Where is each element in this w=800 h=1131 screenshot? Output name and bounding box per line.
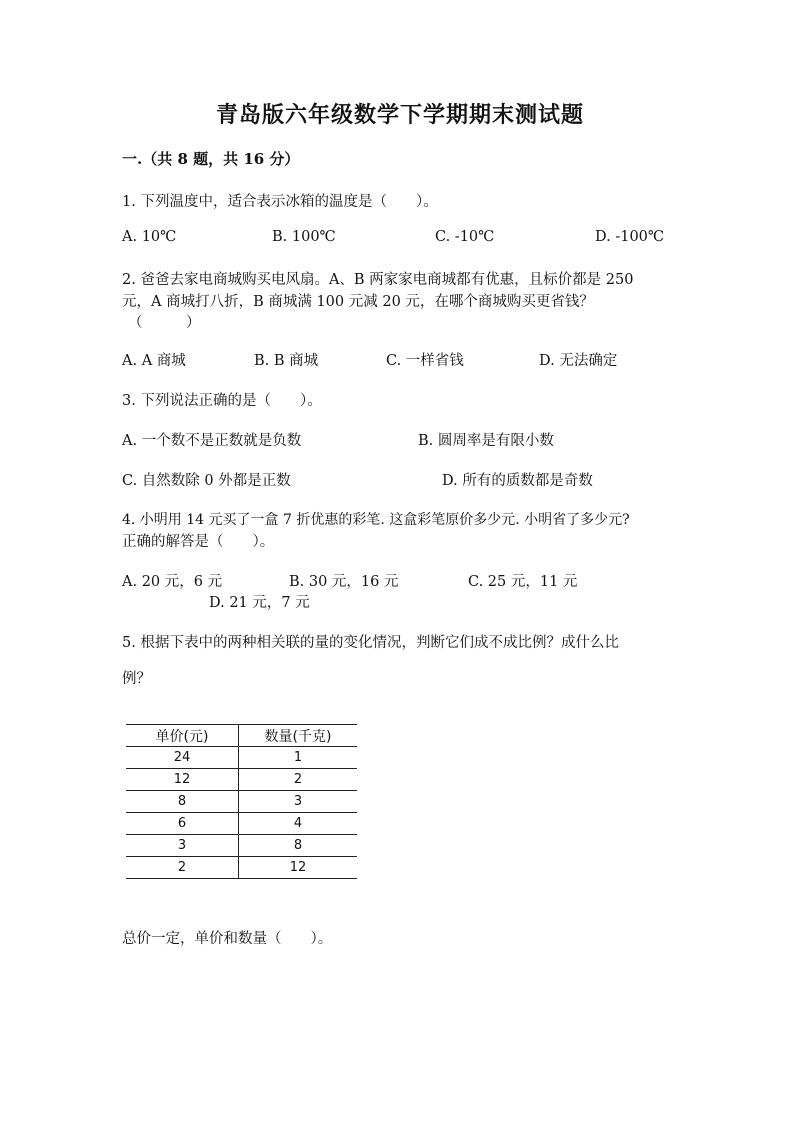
page-title: 青岛版六年级数学下学期期末测试题 xyxy=(215,102,584,128)
table-header-unit-price: 单价(元) xyxy=(126,725,239,747)
question-5-line-1: 5. 根据下表中的两种相关联的量的变化情况，判断它们成不成比例？成什么比 xyxy=(122,635,619,651)
q4-option-c: C. 25 元，11 元 xyxy=(468,574,578,590)
question-4-line-1: 4. 小明用 14 元买了一盒 7 折优惠的彩笔. 这盒彩笔原价多少元. 小明省了多少元? xyxy=(122,512,630,528)
table-row xyxy=(126,747,357,769)
q3-option-c: C. 自然数除 0 外都是正数 xyxy=(122,473,291,489)
question-2-line-1: 2. 爸爸去家电商城购买电风扇。A、B 两家家电商城都有优惠，且标价都是 250 xyxy=(122,272,634,288)
table-cell-unit-price: 3 xyxy=(126,835,239,857)
q1-option-d: D. -100℃ xyxy=(595,229,665,245)
question-2-line-3: （ ） xyxy=(128,315,201,331)
table-cell-quantity: 2 xyxy=(239,769,358,791)
q4-option-d: D. 21 元，7 元 xyxy=(209,595,310,611)
question-5-answer-line: 总价一定，单价和数量（ ）。 xyxy=(122,931,333,947)
q4-option-b: B. 30 元，16 元 xyxy=(289,574,399,590)
table-header-quantity: 数量(千克) xyxy=(239,725,358,747)
table-cell-unit-price: 6 xyxy=(126,813,239,835)
question-4-line-2: 正确的解答是（ ）。 xyxy=(122,534,275,550)
table-row xyxy=(126,813,357,835)
question-5-line-2: 例？ xyxy=(122,671,151,687)
table-row xyxy=(126,835,357,857)
table-row xyxy=(126,857,357,879)
table-cell-quantity: 1 xyxy=(239,747,358,769)
question-1-text: 1. 下列温度中，适合表示冰箱的温度是（ ）。 xyxy=(122,194,438,210)
q2-option-b: B. B 商城 xyxy=(254,353,319,369)
q1-option-c: C. -10℃ xyxy=(435,229,495,245)
table-row xyxy=(126,769,357,791)
table-cell-unit-price: 8 xyxy=(126,791,239,813)
table-cell-quantity: 12 xyxy=(239,857,358,879)
question-2-line-2: 元，A 商城打八折，B 商城满 100 元减 20 元，在哪个商城购买更省钱？ xyxy=(122,294,594,310)
q3-option-a: A. 一个数不是正数就是负数 xyxy=(122,433,302,449)
q1-option-b: B. 100℃ xyxy=(272,229,336,245)
table-cell-unit-price: 12 xyxy=(126,769,239,791)
table-cell-quantity: 4 xyxy=(239,813,358,835)
q3-option-d: D. 所有的质数都是奇数 xyxy=(442,473,593,489)
price-quantity-table xyxy=(126,724,357,879)
q4-option-a: A. 20 元，6 元 xyxy=(122,574,223,590)
table-cell-quantity: 3 xyxy=(239,791,358,813)
table-cell-unit-price: 2 xyxy=(126,857,239,879)
section-heading: 一.（共 8 题，共 16 分） xyxy=(122,150,300,168)
question-3-text: 3. 下列说法正确的是（ ）。 xyxy=(122,393,322,409)
q2-option-d: D. 无法确定 xyxy=(539,353,618,369)
q2-option-c: C. 一样省钱 xyxy=(386,353,464,369)
table-cell-unit-price: 24 xyxy=(126,747,239,769)
q3-option-b: B. 圆周率是有限小数 xyxy=(418,433,554,449)
q2-option-a: A. A 商城 xyxy=(122,353,186,369)
table-cell-quantity: 8 xyxy=(239,835,358,857)
q1-option-a: A. 10℃ xyxy=(122,229,177,245)
table-header-row xyxy=(126,725,357,747)
table-row xyxy=(126,791,357,813)
